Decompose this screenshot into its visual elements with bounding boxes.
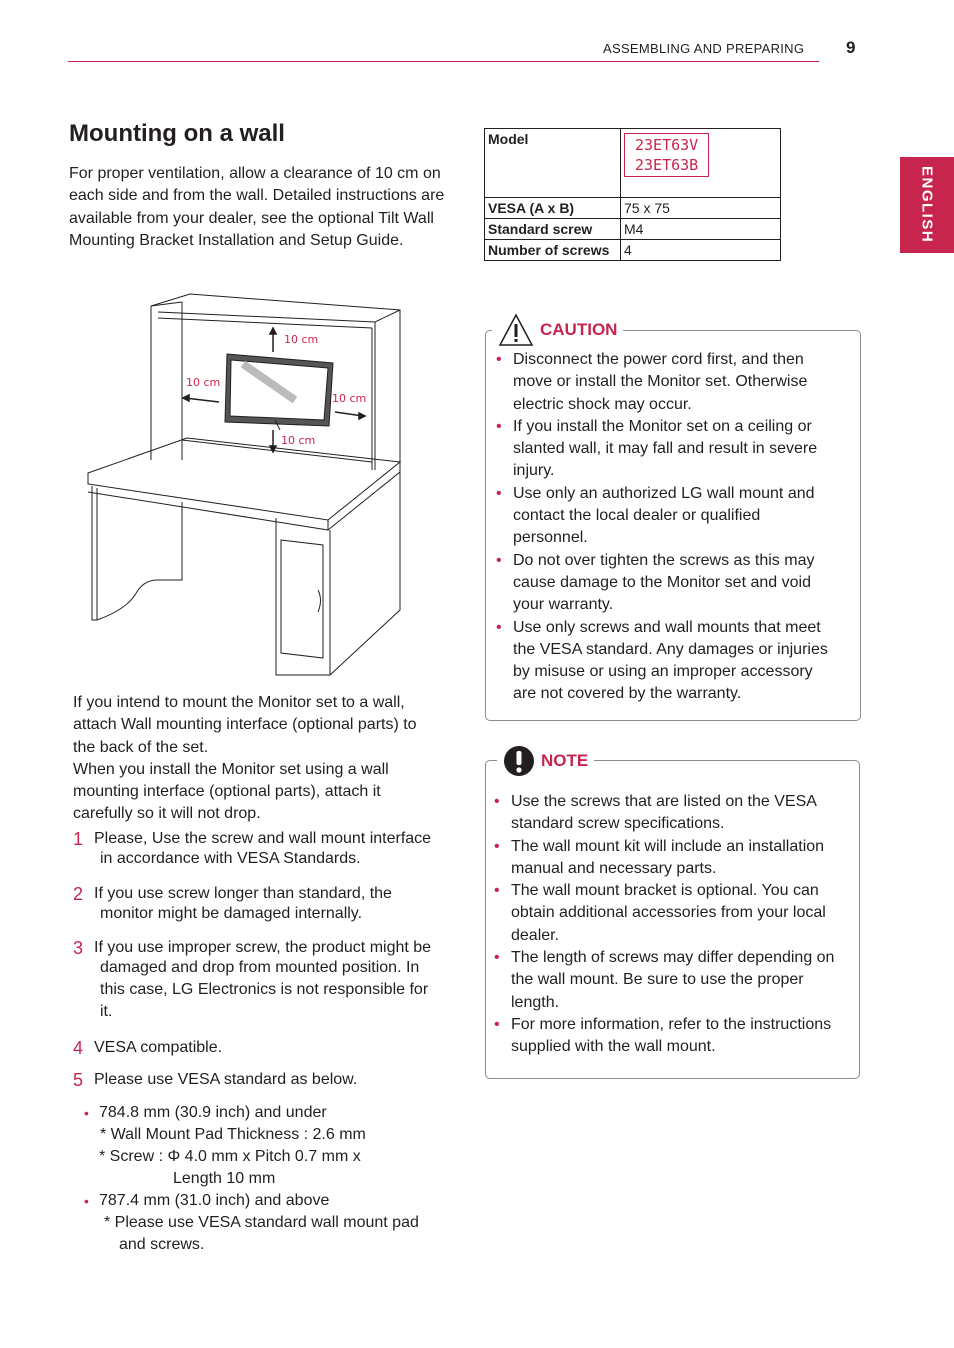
language-tab: ENGLISH — [900, 157, 954, 253]
clearance-bottom-label: 10 cm — [281, 434, 316, 447]
caution-list — [496, 349, 836, 706]
table-row — [485, 129, 781, 198]
list-item: • Use only screws and wall mounts that meet the VESA standard. Any damages or injuries by misuse or using an improper accessory are not covered by the warranty. — [496, 617, 836, 706]
intro-paragraph: For proper ventilation, allow a clearance of 10 cm on each side and from the wall. Detailed instructions are available from your dealer, see the optional Tilt Wall Mounting Bracket Installation and Setup Guide. — [69, 165, 445, 249]
step-item: 5 Please use VESA standard as below. — [73, 1070, 358, 1090]
section-title: ASSEMBLING AND PREPARING — [603, 41, 805, 56]
warning-triangle-icon — [498, 313, 534, 347]
mounting-paragraph: If you intend to mount the Monitor set to a wall, attach Wall mounting interface (optional parts) to the back of the set. When you install the Monitor set using a wall mounting interface (optional parts), attach it carefully so it will not drop. — [73, 694, 417, 823]
table-row: VESA (A x B) 75 x 75 — [485, 198, 781, 219]
page-number: 9 — [846, 38, 856, 57]
header-divider — [68, 61, 819, 62]
step-item: 3 If you use improper screw, the product might be damaged and drop from mounted position. In this case, LG Electronics is not responsible for it. — [73, 938, 432, 1020]
table-row: Number of screws 4 — [485, 240, 781, 261]
table-cell-value — [621, 129, 781, 198]
model-list: 23ET63V 23ET63B — [624, 133, 709, 177]
list-item: • Use the screws that are listed on the VESA standard screw specifications. — [494, 791, 844, 836]
caution-header: CAUTION — [492, 312, 623, 348]
step-item: 1 Please, Use the screw and wall mount interface in accordance with VESA Standards. — [73, 829, 432, 867]
exclamation-icon — [503, 745, 535, 777]
list-item: • The length of screws may differ depending on the wall mount. Be sure to use the proper length. — [494, 947, 844, 1014]
step-item: 2 If you use screw longer than standard, the monitor might be damaged internally. — [73, 884, 392, 922]
clearance-top-label: 10 cm — [284, 333, 319, 346]
list-item: • Use only an authorized LG wall mount and contact the local dealer or qualified personnel. — [496, 483, 836, 550]
list-item: • Do not over tighten the screws as this may cause damage to the Monitor set and void your warranty. — [496, 550, 836, 617]
table-cell-label: Model — [485, 129, 621, 198]
list-item: • If you install the Monitor set on a ceiling or slanted wall, it may fall and result in severe injury. — [496, 416, 836, 483]
list-item: • Disconnect the power cord first, and then move or install the Monitor set. Otherwise electric shock may occur. — [496, 349, 836, 416]
note-header: NOTE — [497, 744, 594, 778]
step-item: 4 VESA compatible. — [73, 1038, 223, 1058]
table-row: Standard screw M4 — [485, 219, 781, 240]
list-item: • The wall mount kit will include an installation manual and necessary parts. — [494, 836, 844, 881]
list-item: • The wall mount bracket is optional. You can obtain additional accessories from your local dealer. — [494, 880, 844, 947]
list-item: • For more information, refer to the instructions supplied with the wall mount. — [494, 1014, 844, 1059]
desk-illustration — [85, 290, 405, 680]
vesa-list: • 784.8 mm (30.9 inch) and under * Wall Mount Pad Thickness : 2.6 mm * Screw : Φ 4.0 mm x Pitch 0.7 mm x Length 10 mm • 787.4 mm (31.0 inch) and above * Please use VESA standard wall mount pad and screws. — [84, 1104, 419, 1253]
note-list — [494, 791, 844, 1059]
clearance-left-label: 10 cm — [186, 376, 221, 389]
clearance-right-label: 10 cm — [332, 392, 367, 405]
page-title: Mounting on a wall — [69, 120, 285, 147]
spec-table — [484, 128, 781, 261]
